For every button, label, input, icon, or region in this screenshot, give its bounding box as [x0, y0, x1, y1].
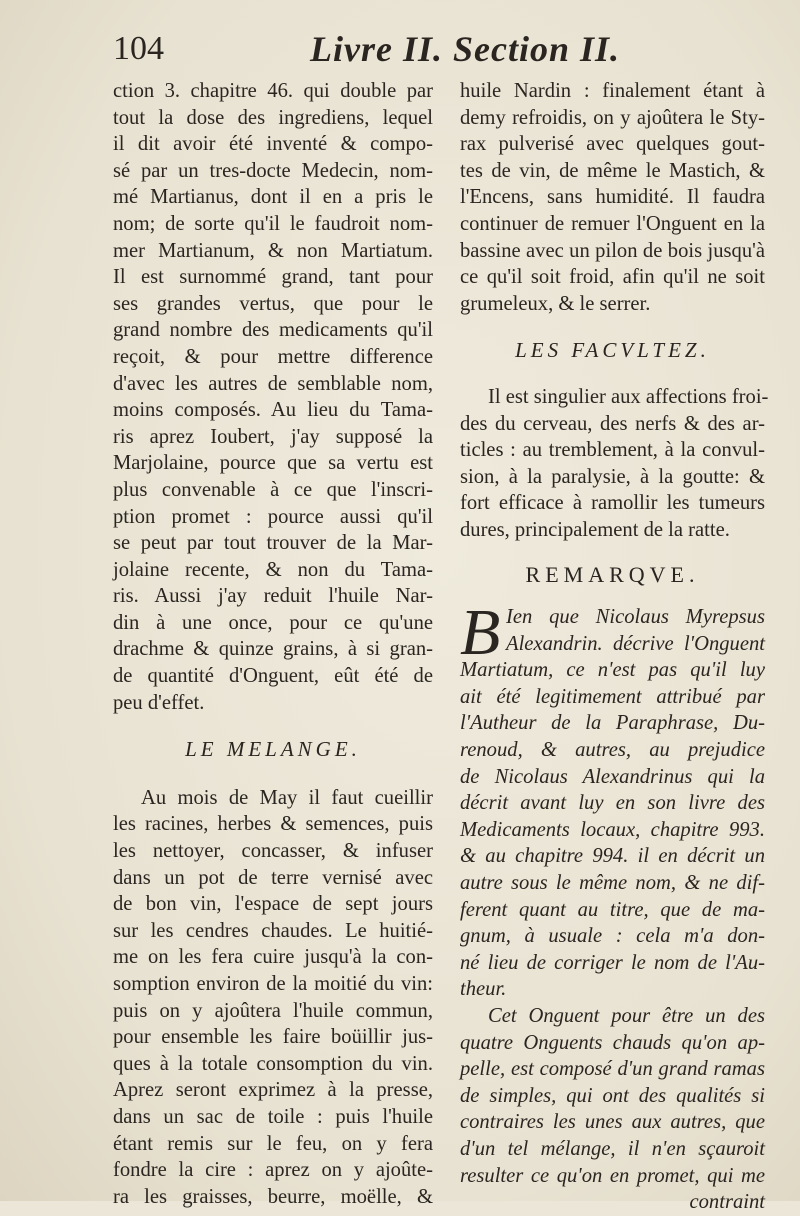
text-line: ction 3. chapitre 46. qui double par [113, 80, 433, 102]
text-line: plus convenable à ce que l'inscri- [113, 478, 433, 501]
text-line: somption environ de la moitié du vin: [113, 973, 433, 995]
drop-cap: B [460, 596, 501, 670]
text-line: pour ensemble les faire boüillir jus- [113, 1026, 433, 1049]
text-line: autre sous le même nom, & ne dif- [460, 872, 765, 895]
text-line: dans un sac de toile : puis l'huile [113, 1105, 433, 1128]
text-line: renoud, & autres, au prejudice [460, 739, 765, 762]
text-line: les nettoyer, concasser, & infuser [113, 840, 433, 863]
text-line: contraires les unes aux autres, que [460, 1111, 765, 1134]
text-line: fondre la cire : aprez on y ajoûte- [113, 1159, 433, 1182]
text-line: de bon vin, l'espace de sept jours [113, 893, 433, 916]
text-line: rax pulverisé avec quelques gout- [460, 133, 765, 156]
left-paragraph-2 [113, 785, 433, 1211]
text-line: Ien que Nicolaus Myrepsus [506, 606, 765, 629]
section-heading-melange: LE MELANGE. [185, 737, 361, 762]
text-line: huile Nardin : finalement étant à [460, 80, 765, 102]
text-line: peu d'effet. [113, 691, 205, 714]
text-line: les racines, herbes & semences, puis [113, 813, 433, 836]
text-line: de quantité d'Onguent, eût été de [113, 665, 433, 688]
text-line: ris aprez Ioubert, j'ay supposé la [113, 425, 433, 448]
text-line: sion, à la paralysie, à la goutte: & [460, 465, 765, 488]
text-line: ce qu'il soit froid, afin qu'il ne soit [460, 266, 765, 289]
text-line: Marjolaine, pource que sa vertu est [113, 452, 433, 475]
remarque-paragraph-1 [460, 596, 765, 1003]
text-line: des du cerveau, des nerfs & des ar- [460, 412, 765, 435]
text-line: ra les graisses, beurre, moëlle, & [113, 1185, 433, 1208]
left-column [113, 78, 433, 1210]
text-line: ption promet : pource aussi qu'il [113, 505, 433, 528]
right-paragraph-1 [460, 78, 765, 317]
text-line: tout la dose des ingrediens, lequel [113, 106, 433, 129]
text-line: pelle, est composé d'un grand ramas [460, 1058, 765, 1081]
right-paragraph-2 [460, 384, 769, 544]
text-line: ses grandes vertus, que pour le [113, 292, 433, 315]
text-line: Medicaments locaux, chapitre 993. [460, 818, 765, 841]
text-line: ris. Aussi j'ay reduit l'huile Nar- [113, 585, 433, 608]
text-line: continuer de remuer l'Onguent en la [460, 212, 765, 235]
text-line: de simples, qui ont des qualités si [460, 1084, 765, 1107]
page-number: 104 [113, 30, 164, 67]
text-line: étant remis sur le feu, on y fera [113, 1132, 433, 1155]
text-line: de Nicolaus Alexandrinus qui la [460, 765, 765, 788]
text-line: l'Encens, sans humidité. Il faudra [460, 186, 765, 209]
catchword: contraint [689, 1191, 765, 1214]
text-line: & au chapitre 994. il en décrit un [460, 845, 765, 868]
text-line: ticles : au tremblement, à la convul- [460, 439, 765, 462]
text-line: mé Martianus, dont il en a pris le [113, 186, 433, 209]
text-line: drachme & quinze grains, à si gran- [113, 638, 433, 661]
text-line: Martiatum, ce n'est pas qu'il luy [460, 659, 765, 682]
remarque-paragraph-2 [460, 1003, 765, 1189]
text-line: grand nombre des medicaments qu'il [113, 319, 433, 342]
text-line: l'Autheur de la Paraphrase, Du- [460, 712, 765, 735]
text-line: dures, principalement de la ratte. [460, 518, 730, 541]
text-line: Il est singulier aux affections froi- [488, 385, 769, 408]
text-line: jolaine recente, & non du Tama- [113, 558, 433, 581]
text-line: sé par un tres-docte Medecin, nom- [113, 159, 433, 182]
text-line: gnum, à usuale : cela m'a don- [460, 925, 765, 948]
running-title: Livre II. Section II. [310, 29, 621, 69]
text-line: se peut par tout trouver de la Mar- [113, 532, 433, 555]
text-line: d'avec les autres de semblable nom, [113, 372, 433, 395]
text-line: Aprez seront exprimez à la presse, [113, 1079, 433, 1102]
text-line: me on les fera cuire jusqu'à la con- [113, 946, 433, 969]
text-line: ques à la totale consomption du vin. [113, 1052, 433, 1075]
left-paragraph-1 [113, 78, 433, 716]
text-line: d'un tel mélange, il n'en sçauroit [460, 1137, 765, 1160]
text-line: reçoit, & pour mettre difference [113, 345, 433, 368]
text-line: Cet Onguent pour être un des [488, 1005, 765, 1027]
text-line: décrit avant luy en son livre des [460, 792, 765, 815]
section-heading-facultez: LES FACVLTEZ. [515, 338, 710, 363]
text-line: nom; de sorte qu'il le faudroit nom- [113, 212, 433, 235]
text-line: quatre Onguents chauds qu'on ap- [460, 1031, 765, 1054]
text-line: ferent quant au titre, que de ma- [460, 898, 765, 921]
text-line: il dit avoir été inventé & compo- [113, 133, 433, 156]
text-line: sur les cendres chaudes. Le huitié- [113, 919, 433, 942]
text-line: ait été legitimement attribué par [460, 685, 765, 708]
text-line: theur. [460, 978, 507, 1001]
section-heading-remarque: REMARQVE. [525, 561, 700, 587]
text-line: moins composés. Au lieu du Tama- [113, 399, 433, 422]
text-line: Au mois de May il faut cueillir [141, 786, 433, 809]
text-line: Alexandrin. décrive l'Onguent [506, 632, 765, 655]
text-line: mer Martianum, & non Martiatum. [113, 239, 433, 262]
text-line: demy refroidis, on y ajoûtera le Sty- [460, 106, 765, 129]
text-line: tes de vin, de même le Mastich, & [460, 159, 765, 182]
text-line: né lieu de corriger le nom de l'Au- [460, 951, 765, 974]
text-line: dans un pot de terre vernisé avec [113, 866, 433, 889]
text-line: Il est surnommé grand, tant pour [113, 266, 433, 289]
text-line: fort efficace à ramollir les tumeurs [460, 492, 765, 515]
text-line: bassine avec un pilon de bois jusqu'à [460, 239, 765, 262]
text-line: resulter ce qu'on en promet, qui me [460, 1164, 765, 1187]
text-line: din à une once, pour ce qu'une [113, 611, 433, 634]
text-line: puis on y ajoûtera l'huile commun, [113, 999, 433, 1022]
page-header [0, 0, 800, 80]
text-line: grumeleux, & le serrer. [460, 292, 651, 315]
right-column [460, 78, 769, 1216]
